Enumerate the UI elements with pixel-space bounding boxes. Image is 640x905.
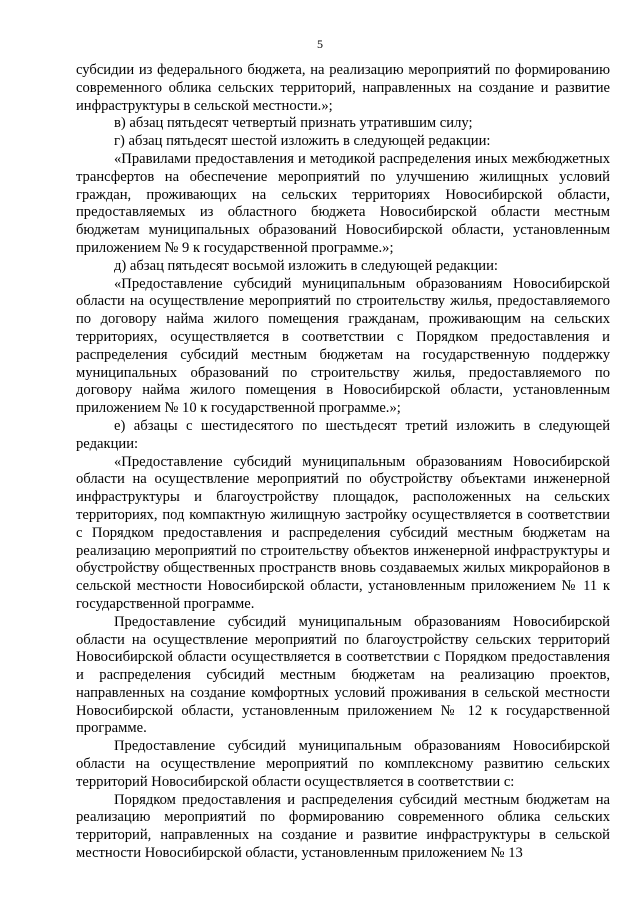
paragraph-landscaping: Предоставление субсидий муниципальным образованиям Новосибирской области на осуществление мероприятий по благоустройству сельских территорий Новосибирской области осуществляется в соответствии с Порядком предоставления и распределения субсидий местным бюджетам на реализацию проектов, направленных на создание комфортных условий проживания в сельской местности Новосибирской области, установленным приложением № 12 к государственной программе.: [76, 613, 610, 737]
paragraph-modern-image: Порядком предоставления и распределения субсидий местным бюджетам на реализацию мероприятий по формированию современного облика сельских территорий, направленных на создание и развитие инфраструктуры в сельской местности Новосибирской области, установленным приложением № 13: [76, 791, 610, 862]
paragraph-continuation: субсидии из федерального бюджета, на реализацию мероприятий по формированию современного облика сельских территорий, направленных на создание и развитие инфраструктуры в сельской местности.»;: [76, 62, 610, 114]
paragraph-quote-rules: «Правилами предоставления и методикой распределения иных межбюджетных трансфертов на обеспечение мероприятий по улучшению жилищных условий граждан, проживающих на сельских территориях Новосибирской области, предоставляемых из областного бюджета Новосибирской области местным бюджетам муниципальных образований Новосибирской области, установленным приложением № 9 к государственной программе.»;: [76, 150, 610, 256]
paragraph-complex-development: Предоставление субсидий муниципальным образованиям Новосибирской области на осуществление мероприятий по комплексному развитию сельских территорий Новосибирской области осуществляется в соответствии с:: [76, 738, 610, 790]
document-body: [76, 62, 610, 863]
paragraph-item-d: д) абзац пятьдесят восьмой изложить в следующей редакции:: [114, 257, 498, 274]
paragraph-item-g: г) абзац пятьдесят шестой изложить в следующей редакции:: [114, 133, 491, 150]
paragraph-quote-housing: «Предоставление субсидий муниципальным образованиям Новосибирской области на осуществление мероприятий по строительству жилья, предоставляемого по договору найма жилого помещения гражданам, проживающим на сельских территориях, осуществляется в соответствии с Порядком предоставления и распределения субсидий местным бюджетам на государственную поддержку муниципальных образований по строительству жилья, предоставляемого по договору найма жилого помещения в Новосибирской области, установленным приложением № 10 к государственной программе.»;: [76, 275, 610, 417]
paragraph-item-v: в) абзац пятьдесят четвертый признать утратившим силу;: [114, 115, 473, 132]
page-number: 5: [317, 37, 323, 51]
paragraph-item-e: е) абзацы с шестидесятого по шестьдесят третий изложить в следующей редакции:: [76, 417, 610, 452]
paragraph-quote-infrastructure: «Предоставление субсидий муниципальным образованиям Новосибирской области на осуществление мероприятий по обустройству объектами инженерной инфраструктуры и благоустройству площадок, расположенных на сельских территориях, под компактную жилищную застройку осуществляется в соответствии с Порядком предоставления и распределения субсидий местным бюджетам на реализацию мероприятий по строительству объектов инженерной инфраструктуры и обустройству общественных пространств вновь создаваемых жилых микрорайонов в сельской местности Новосибирской области, установленным приложением № 11 к государственной программе.: [76, 453, 610, 612]
